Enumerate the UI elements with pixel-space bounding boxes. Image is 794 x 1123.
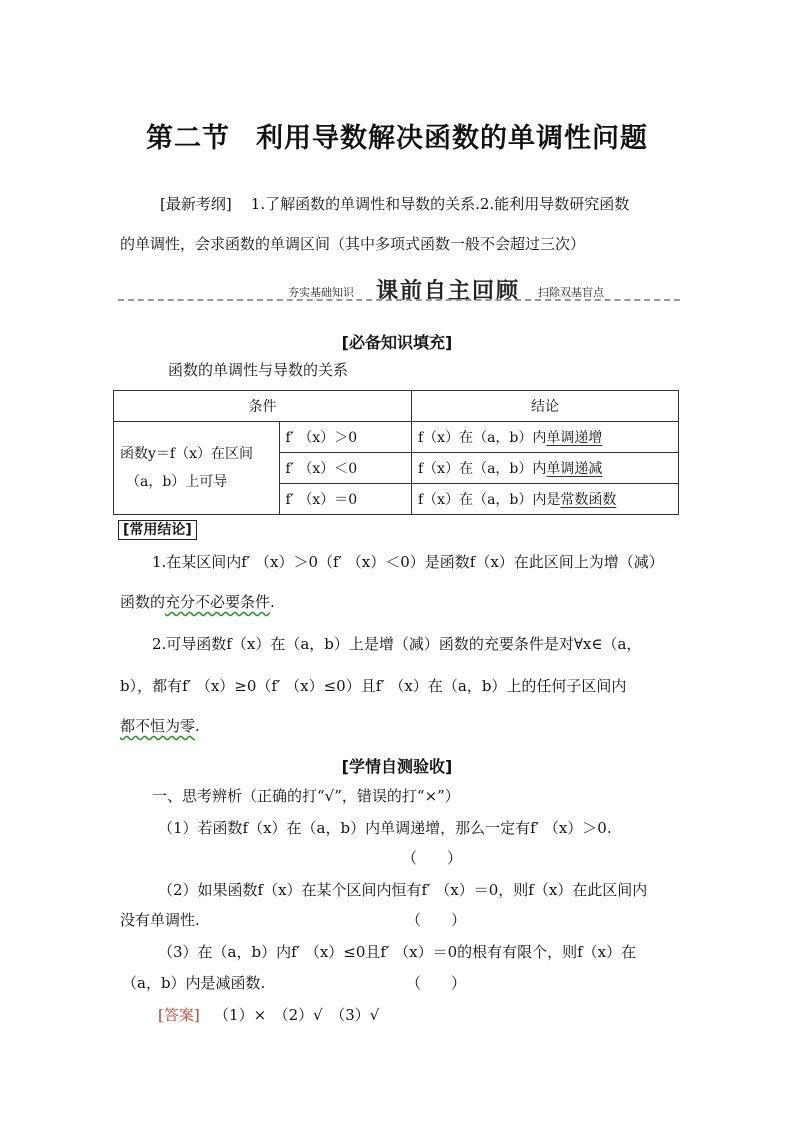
syllabus-tag: [最新考纲] [160, 195, 232, 213]
common-item-2-line-3: 都不恒为零. [120, 717, 200, 735]
selftest-heading: [学情自测验收] [341, 757, 453, 776]
knowledge-subtitle: 函数的单调性与导数的关系 [168, 361, 349, 379]
table-row-conclusion: f（x）在（a，b）内单调递减 [412, 453, 679, 484]
answer-tag: [答案] [158, 1006, 200, 1024]
selftest-part1-title: 一、思考辨析（正确的打“√”，错误的打“×”） [152, 787, 460, 805]
section-number: 第二节 [146, 123, 230, 154]
question-2-answer-blank: （ ） [406, 911, 467, 929]
common-item-2-line-1: 2.可导函数f（x）在（a，b）上是增（减）函数的充要条件是对∀x∈（a， [152, 635, 642, 653]
common-item-1-line-1: 1.在某区间内f′ （x）＞0（f′ （x）＜0）是函数f（x）在此区间上为增（减） [152, 553, 664, 571]
common-item-2-line-2: b），都有f′ （x）≥0（f′ （x）≤0）且f′ （x）在（a，b）上的任何子区间内 [120, 677, 627, 695]
table-condition-cell: 函数y＝f（x）在区间 （a，b）上可导 [114, 422, 280, 515]
banner-divider [118, 299, 680, 301]
question-3-answer-blank: （ ） [406, 974, 467, 992]
section-title: 利用导数解决函数的单调性问题 [256, 123, 648, 154]
banner-main-text: 课前自主回顾 [376, 279, 521, 304]
table-row-derivative: f′ （x）＜0 [279, 453, 411, 484]
table-row-conclusion: f（x）在（a，b）内单调递增 [412, 422, 679, 453]
table-header-condition: 条件 [114, 391, 412, 422]
question-3-line-2: （a，b）内是减函数. [122, 974, 266, 992]
question-2-line-2: 没有单调性. [120, 911, 200, 929]
table-row-derivative: f′ （x）＞0 [279, 422, 411, 453]
page-title [0, 116, 794, 155]
question-2-line-1: （2）如果函数f（x）在某个区间内恒有f′ （x）＝0，则f（x）在此区间内 [158, 881, 648, 899]
knowledge-heading: [必备知识填充] [341, 333, 453, 352]
question-1-line-1: （1）若函数f（x）在（a，b）内单调递增，那么一定有f′ （x）＞0. [158, 819, 612, 837]
banner-right-text: 扫除双基盲点 [538, 286, 604, 299]
table-header-conclusion: 结论 [412, 391, 679, 422]
answer-line [158, 1005, 379, 1025]
question-1-answer-blank: （ ） [402, 849, 463, 867]
monotonicity-table [113, 390, 679, 515]
syllabus-line-2: 的单调性，会求函数的单调区间（其中多项式函数一般不会超过三次） [120, 235, 586, 253]
banner-left-text: 夯实基础知识 [288, 286, 354, 299]
question-3-line-1: （3）在（a，b）内f′ （x）≤0且f′ （x）＝0的根有有限个，则f（x）在 [158, 943, 637, 961]
section-banner [118, 274, 680, 302]
common-conclusions-tag: [常用结论] [118, 520, 197, 540]
common-item-1-line-2: 函数的充分不必要条件. [120, 593, 275, 611]
answer-text: （1）× （2）√ （3）√ [214, 1006, 380, 1024]
table-row-derivative: f′ （x）＝0 [279, 484, 411, 515]
table-row-conclusion: f（x）在（a，b）内是常数函数 [412, 484, 679, 515]
syllabus-line-1: [最新考纲] 1.了解函数的单调性和导数的关系.2.能利用导数研究函数 [160, 195, 630, 213]
